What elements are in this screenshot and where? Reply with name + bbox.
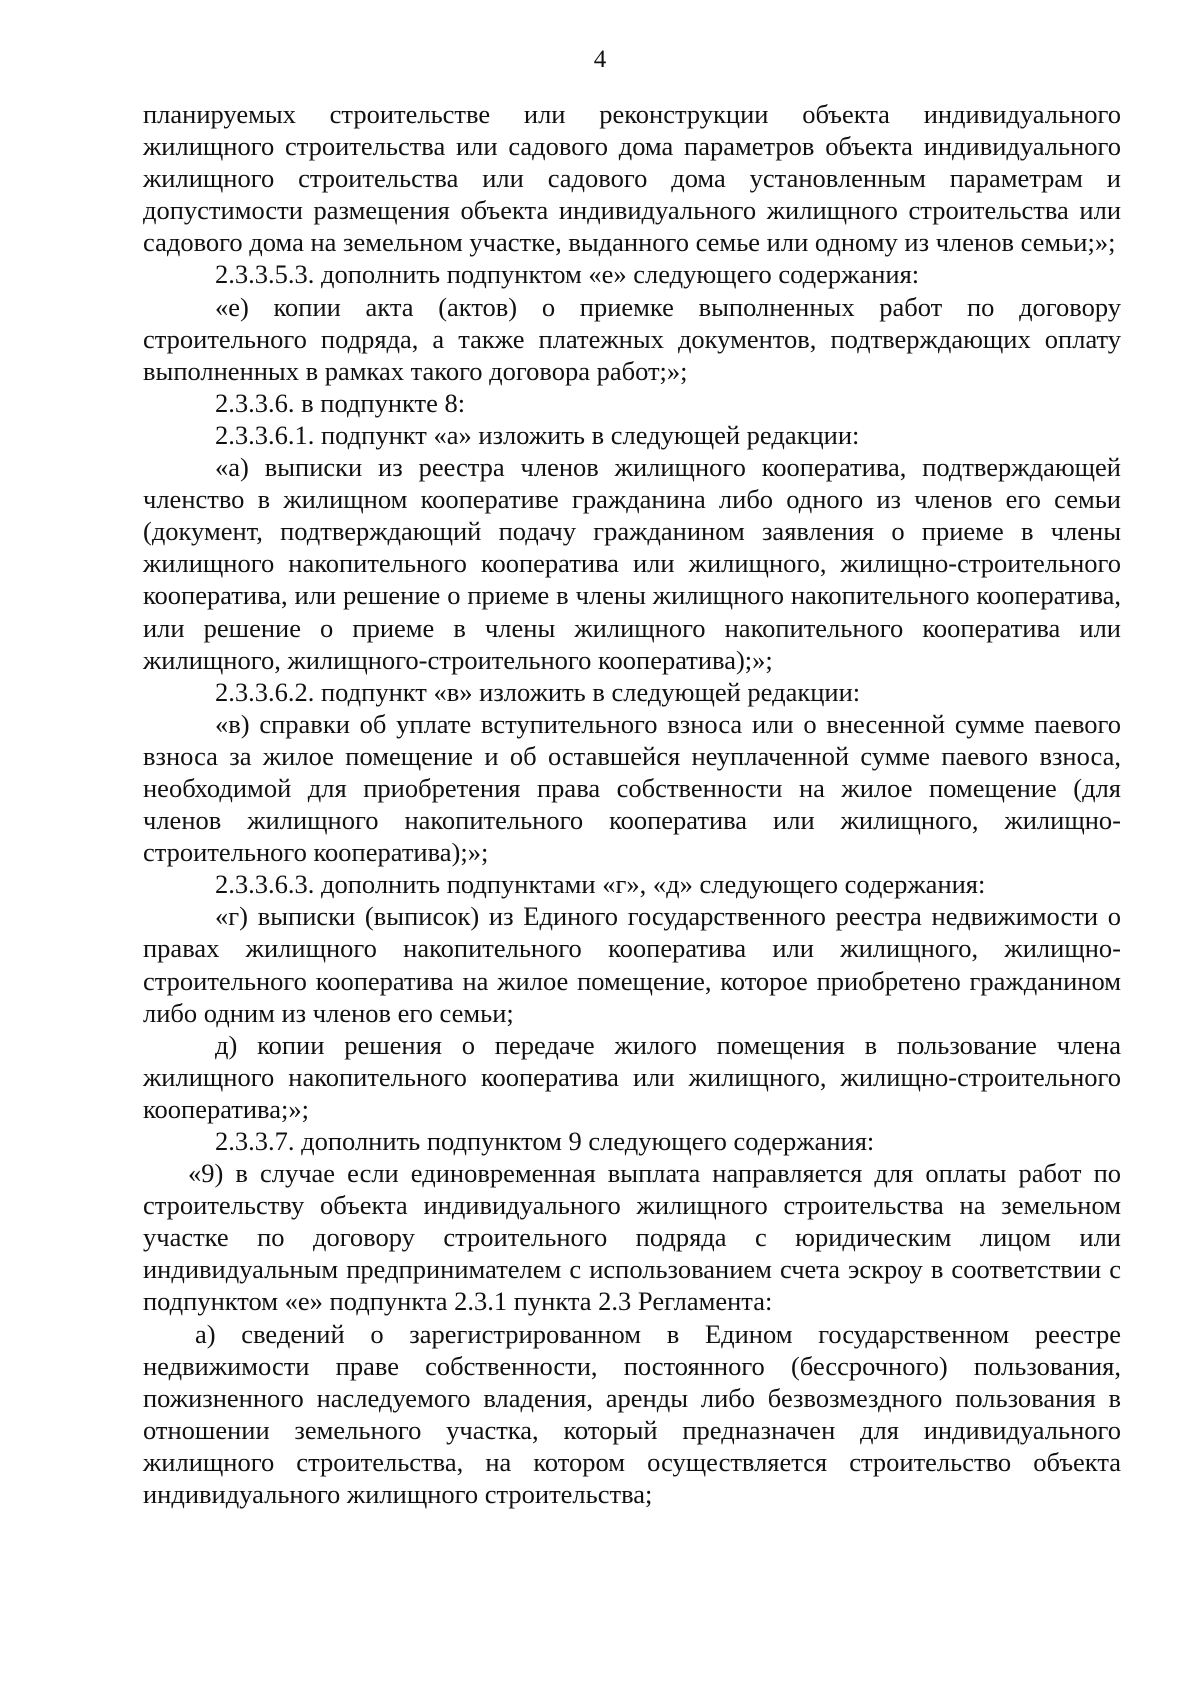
paragraph-subitem-9: «9) в случае если единовременная выплата направляется для оплаты работ по строительству объекта индивидуального жилищного строительства на земельном участке по договору строительного подряда с юридическим лицом или индивидуальным предпринимателем с использованием счета эскроу в соответствии с подпунктом «е» подпункта 2.3.1 пункта 2.3 Регламента:: [143, 1158, 1121, 1317]
paragraph-2-3-3-5-3: 2.3.3.5.3. дополнить подпунктом «е» следующего содержания:: [215, 259, 920, 290]
paragraph-subitem-d: д) копии решения о передаче жилого помещения в пользование члена жилищного накопительного кооператива или жилищного, жилищно-строительного кооператива;»;: [143, 1029, 1121, 1124]
paragraph-subitem-e: «е) копии акта (актов) о приемке выполненных работ по договору строительного подряда, а также платежных документов, подтверждающих оплату выполненных в рамках такого договора работ;»;: [143, 291, 1121, 386]
paragraph-2-3-3-7: 2.3.3.7. дополнить подпунктом 9 следующего содержания:: [215, 1126, 875, 1156]
paragraph-2-3-3-6-1: 2.3.3.6.1. подпункт «а» изложить в следующей редакции:: [215, 419, 860, 450]
page-number: 4: [593, 46, 607, 73]
paragraph-continuation: планируемых строительстве или реконструкции объекта индивидуального жилищного строительства или садового дома параметров объекта индивидуального жилищного строительства или садового дома установленным параметрам и допустимости размещения объекта индивидуального жилищного строительства или садового дома на земельном участке, выданного семье или одному из членов семьи;»;: [143, 99, 1121, 258]
paragraph-2-3-3-6-2: 2.3.3.6.2. подпункт «в» изложить в следующей редакции:: [215, 676, 861, 707]
paragraph-subitem-v: «в) справки об уплате вступительного взноса или о внесенной сумме паевого взноса за жилое помещение и об оставшейся неуплаченной сумме паевого взноса, необходимой для приобретения права собственности на жилое помещение (для членов жилищного накопительного кооператива или жилищного, жилищно-строительного кооператива);»;: [143, 708, 1121, 868]
paragraph-2-3-3-6-3: 2.3.3.6.3. дополнить подпунктами «г», «д» следующего содержания:: [215, 869, 986, 900]
document-body: [143, 98, 1121, 1510]
paragraph-subitem-a-info: а) сведений о зарегистрированном в Едином государственном реестре недвижимости праве собственности, постоянного (бессрочного) пользования, пожизненного наследуемого владения, аренды либо безвозмездного пользования в отношении земельного участка, который предназначен для индивидуального жилищного строительства, на котором осуществляется строительство объекта индивидуального жилищного строительства;: [143, 1318, 1121, 1510]
paragraph-subitem-g: «г) выписки (выписок) из Единого государственного реестра недвижимости о правах жилищного накопительного кооператива или жилищного, жилищно-строительного кооператива на жилое помещение, которое приобретено гражданином либо одним из членов его семьи;: [143, 901, 1121, 1028]
paragraph-2-3-3-6: 2.3.3.6. в подпункте 8:: [215, 387, 466, 418]
paragraph-subitem-a: «а) выписки из реестра членов жилищного кооператива, подтверждающей членство в жилищном кооперативе гражданина либо одного из членов его семьи (документ, подтверждающий подачу гражданином заявления о приеме в члены жилищного накопительного кооператива или жилищного, жилищно-строительного кооператива, или решение о приеме в члены жилищного накопительного кооператива, или решение о приеме в члены жилищного накопительного кооператива или жилищного, жилищного-строительного кооператива);»;: [143, 452, 1121, 675]
